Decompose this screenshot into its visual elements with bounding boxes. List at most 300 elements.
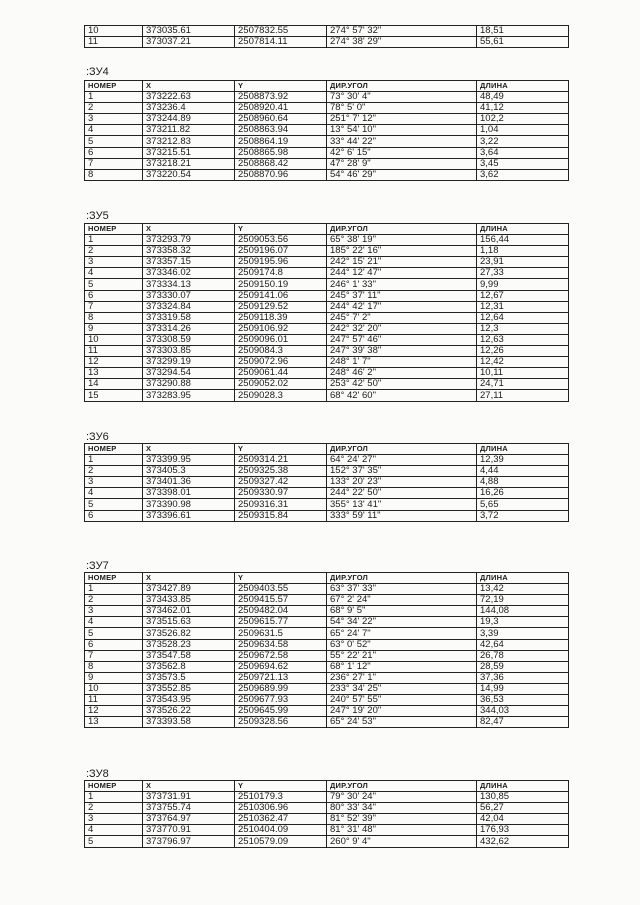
x-coordinate-cell: 373330.07: [143, 290, 235, 301]
length-cell: 27,11: [477, 390, 569, 401]
column-header: Y: [235, 224, 327, 235]
x-coordinate-cell: 373526.22: [143, 706, 235, 717]
length-cell: 10,11: [477, 368, 569, 379]
point-number-cell: 4: [85, 617, 143, 628]
bearing-cell: 63° 37' 33": [327, 584, 477, 595]
point-number-cell: 10: [85, 683, 143, 694]
length-cell: 48,49: [477, 92, 569, 103]
table-row: [85, 617, 569, 628]
y-coordinate-cell: 2508960.64: [235, 114, 327, 125]
point-number-cell: 2: [85, 246, 143, 257]
bearing-cell: 245° 7' 2": [327, 312, 477, 323]
y-coordinate-cell: 2509072.96: [235, 357, 327, 368]
bearing-cell: 242° 15' 21": [327, 257, 477, 268]
table-row: [85, 268, 569, 279]
coordinates-table: [84, 572, 569, 728]
y-coordinate-cell: 2509677.93: [235, 695, 327, 706]
point-number-cell: 2: [85, 803, 143, 814]
bearing-cell: 73° 30' 4": [327, 92, 477, 103]
y-coordinate-cell: 2509118.39: [235, 312, 327, 323]
table-row: [85, 672, 569, 683]
y-coordinate-cell: 2509106.92: [235, 323, 327, 334]
length-cell: 14,99: [477, 683, 569, 694]
table-row: [85, 357, 569, 368]
bearing-cell: 244° 12' 47": [327, 268, 477, 279]
x-coordinate-cell: 373215.51: [143, 147, 235, 158]
table-row: [85, 368, 569, 379]
x-coordinate-cell: 373398.01: [143, 488, 235, 499]
length-cell: 27,33: [477, 268, 569, 279]
table-row: [85, 606, 569, 617]
table-row: [85, 639, 569, 650]
y-coordinate-cell: 2509129.52: [235, 301, 327, 312]
point-number-cell: 7: [85, 650, 143, 661]
coordinates-table: [84, 25, 569, 48]
bearing-cell: 251° 7' 12": [327, 114, 477, 125]
section-title-zu8: :ЗУ8: [86, 768, 109, 780]
length-cell: 19,3: [477, 617, 569, 628]
table-row: [85, 488, 569, 499]
table-row: [85, 595, 569, 606]
table-row: [85, 836, 569, 847]
continuation-table: [84, 25, 569, 48]
x-coordinate-cell: 373294.54: [143, 368, 235, 379]
x-coordinate-cell: 373346.02: [143, 268, 235, 279]
x-coordinate-cell: 373543.95: [143, 695, 235, 706]
table-row: [85, 279, 569, 290]
column-header: X: [143, 224, 235, 235]
y-coordinate-cell: 2508865.98: [235, 147, 327, 158]
section-zu7: [84, 572, 569, 728]
point-number-cell: 13: [85, 717, 143, 728]
bearing-cell: 65° 24' 53": [327, 717, 477, 728]
table-row: [85, 510, 569, 521]
x-coordinate-cell: 373218.21: [143, 158, 235, 169]
bearing-cell: 233° 34' 25": [327, 683, 477, 694]
point-number-cell: 1: [85, 455, 143, 466]
bearing-cell: 247° 57' 46": [327, 334, 477, 345]
bearing-cell: 54° 46' 29": [327, 169, 477, 180]
y-coordinate-cell: 2509195.96: [235, 257, 327, 268]
table-row: [85, 792, 569, 803]
bearing-cell: 248° 1' 7": [327, 357, 477, 368]
point-number-cell: 1: [85, 235, 143, 246]
column-header: Y: [235, 444, 327, 455]
point-number-cell: 7: [85, 158, 143, 169]
bearing-cell: 63° 0' 52": [327, 639, 477, 650]
length-cell: 28,59: [477, 661, 569, 672]
x-coordinate-cell: 373770.91: [143, 825, 235, 836]
y-coordinate-cell: 2508920.41: [235, 103, 327, 114]
x-coordinate-cell: 373526.82: [143, 628, 235, 639]
column-header: НОМЕР: [85, 781, 143, 792]
y-coordinate-cell: 2509721.13: [235, 672, 327, 683]
column-header: ДЛИНА: [477, 224, 569, 235]
bearing-cell: 240° 57' 55": [327, 695, 477, 706]
length-cell: 3,45: [477, 158, 569, 169]
column-header: НОМЕР: [85, 224, 143, 235]
x-coordinate-cell: 373037.21: [143, 37, 235, 48]
column-header: X: [143, 781, 235, 792]
point-number-cell: 8: [85, 169, 143, 180]
section-zu4: [84, 80, 569, 181]
length-cell: 1,18: [477, 246, 569, 257]
point-number-cell: 9: [85, 323, 143, 334]
length-cell: 12,63: [477, 334, 569, 345]
bearing-cell: 79° 30' 24": [327, 792, 477, 803]
point-number-cell: 5: [85, 499, 143, 510]
point-number-cell: 12: [85, 357, 143, 368]
bearing-cell: 54° 34' 22": [327, 617, 477, 628]
y-coordinate-cell: 2509061.44: [235, 368, 327, 379]
point-number-cell: 1: [85, 792, 143, 803]
table-row: [85, 661, 569, 672]
length-cell: 4,44: [477, 466, 569, 477]
table-row: [85, 706, 569, 717]
point-number-cell: 2: [85, 103, 143, 114]
table-row: [85, 695, 569, 706]
table-row: [85, 499, 569, 510]
table-row: [85, 323, 569, 334]
length-cell: 3,39: [477, 628, 569, 639]
y-coordinate-cell: 2508870.96: [235, 169, 327, 180]
column-header: ДЛИНА: [477, 444, 569, 455]
point-number-cell: 2: [85, 595, 143, 606]
length-cell: 176,93: [477, 825, 569, 836]
column-header: Y: [235, 781, 327, 792]
y-coordinate-cell: 2510362.47: [235, 814, 327, 825]
length-cell: 23,91: [477, 257, 569, 268]
table-row: [85, 114, 569, 125]
column-header: ДИР.УГОЛ: [327, 781, 477, 792]
table-row: [85, 37, 569, 48]
x-coordinate-cell: 373399.95: [143, 455, 235, 466]
length-cell: 24,71: [477, 379, 569, 390]
x-coordinate-cell: 373314.26: [143, 323, 235, 334]
table-row: [85, 346, 569, 357]
x-coordinate-cell: 373528.23: [143, 639, 235, 650]
point-number-cell: 15: [85, 390, 143, 401]
point-number-cell: 3: [85, 257, 143, 268]
point-number-cell: 4: [85, 125, 143, 136]
y-coordinate-cell: 2509315.84: [235, 510, 327, 521]
point-number-cell: 5: [85, 628, 143, 639]
x-coordinate-cell: 373731.91: [143, 792, 235, 803]
bearing-cell: 68° 1' 12": [327, 661, 477, 672]
y-coordinate-cell: 2510404.09: [235, 825, 327, 836]
y-coordinate-cell: 2509316.31: [235, 499, 327, 510]
point-number-cell: 10: [85, 334, 143, 345]
section-title-zu6: :ЗУ6: [86, 431, 109, 443]
point-number-cell: 3: [85, 114, 143, 125]
bearing-cell: 33° 44' 22": [327, 136, 477, 147]
x-coordinate-cell: 373462.01: [143, 606, 235, 617]
column-header: ДЛИНА: [477, 573, 569, 584]
y-coordinate-cell: 2509084.3: [235, 346, 327, 357]
x-coordinate-cell: 373303.85: [143, 346, 235, 357]
x-coordinate-cell: 373547.58: [143, 650, 235, 661]
bearing-cell: 244° 42' 17": [327, 301, 477, 312]
bearing-cell: 81° 31' 48": [327, 825, 477, 836]
x-coordinate-cell: 373035.61: [143, 26, 235, 37]
point-number-cell: 4: [85, 825, 143, 836]
length-cell: 3,62: [477, 169, 569, 180]
length-cell: 130,85: [477, 792, 569, 803]
column-header: ДИР.УГОЛ: [327, 224, 477, 235]
table-row: [85, 803, 569, 814]
table-row: [85, 147, 569, 158]
x-coordinate-cell: 373308.59: [143, 334, 235, 345]
table-row: [85, 158, 569, 169]
point-number-cell: 2: [85, 466, 143, 477]
length-cell: 3,72: [477, 510, 569, 521]
point-number-cell: 11: [85, 37, 143, 48]
x-coordinate-cell: 373764.97: [143, 814, 235, 825]
bearing-cell: 244° 22' 50": [327, 488, 477, 499]
y-coordinate-cell: 2509634.58: [235, 639, 327, 650]
x-coordinate-cell: 373573.5: [143, 672, 235, 683]
point-number-cell: 14: [85, 379, 143, 390]
section-title-zu4: :ЗУ4: [86, 66, 109, 78]
table-row: [85, 650, 569, 661]
column-header: НОМЕР: [85, 573, 143, 584]
bearing-cell: 78° 5' 0": [327, 103, 477, 114]
length-cell: 13,42: [477, 584, 569, 595]
table-row: [85, 334, 569, 345]
length-cell: 5,65: [477, 499, 569, 510]
column-header: Y: [235, 81, 327, 92]
table-row: [85, 477, 569, 488]
bearing-cell: 64° 24' 27": [327, 455, 477, 466]
bearing-cell: 274° 38' 29": [327, 37, 477, 48]
length-cell: 4,88: [477, 477, 569, 488]
x-coordinate-cell: 373393.58: [143, 717, 235, 728]
point-number-cell: 8: [85, 312, 143, 323]
table-row: [85, 717, 569, 728]
table-row: [85, 584, 569, 595]
length-cell: 12,3: [477, 323, 569, 334]
table-row: [85, 290, 569, 301]
y-coordinate-cell: 2509694.62: [235, 661, 327, 672]
bearing-cell: 68° 9' 5": [327, 606, 477, 617]
table-row: [85, 390, 569, 401]
length-cell: 42,64: [477, 639, 569, 650]
y-coordinate-cell: 2510306.96: [235, 803, 327, 814]
length-cell: 144,08: [477, 606, 569, 617]
section-title-zu7: :ЗУ7: [86, 560, 109, 572]
point-number-cell: 6: [85, 639, 143, 650]
table-row: [85, 136, 569, 147]
length-cell: 55,61: [477, 37, 569, 48]
bearing-cell: 80° 33' 34": [327, 803, 477, 814]
x-coordinate-cell: 373401.36: [143, 477, 235, 488]
y-coordinate-cell: 2509314.21: [235, 455, 327, 466]
y-coordinate-cell: 2509403.55: [235, 584, 327, 595]
point-number-cell: 12: [85, 706, 143, 717]
x-coordinate-cell: 373299.19: [143, 357, 235, 368]
table-row: [85, 466, 569, 477]
coordinates-table: [84, 223, 569, 402]
x-coordinate-cell: 373433.85: [143, 595, 235, 606]
table-row: [85, 103, 569, 114]
length-cell: 37,36: [477, 672, 569, 683]
column-header: ДЛИНА: [477, 81, 569, 92]
coordinates-table: [84, 780, 569, 848]
bearing-cell: 247° 19' 20": [327, 706, 477, 717]
y-coordinate-cell: 2509028.3: [235, 390, 327, 401]
bearing-cell: 42° 6' 15": [327, 147, 477, 158]
y-coordinate-cell: 2509052.02: [235, 379, 327, 390]
column-header: ДЛИНА: [477, 781, 569, 792]
length-cell: 72,19: [477, 595, 569, 606]
length-cell: 36,53: [477, 695, 569, 706]
x-coordinate-cell: 373236.4: [143, 103, 235, 114]
y-coordinate-cell: 2508868.42: [235, 158, 327, 169]
coordinates-table: [84, 443, 569, 522]
point-number-cell: 11: [85, 346, 143, 357]
x-coordinate-cell: 373515.63: [143, 617, 235, 628]
x-coordinate-cell: 373357.15: [143, 257, 235, 268]
y-coordinate-cell: 2507814.11: [235, 37, 327, 48]
column-header: Y: [235, 573, 327, 584]
x-coordinate-cell: 373220.54: [143, 169, 235, 180]
x-coordinate-cell: 373212.83: [143, 136, 235, 147]
length-cell: 41,12: [477, 103, 569, 114]
table-row: [85, 312, 569, 323]
length-cell: 12,31: [477, 301, 569, 312]
point-number-cell: 1: [85, 92, 143, 103]
y-coordinate-cell: 2509141.06: [235, 290, 327, 301]
x-coordinate-cell: 373396.61: [143, 510, 235, 521]
x-coordinate-cell: 373319.58: [143, 312, 235, 323]
bearing-cell: 242° 32' 20": [327, 323, 477, 334]
length-cell: 432,62: [477, 836, 569, 847]
y-coordinate-cell: 2509631.5: [235, 628, 327, 639]
length-cell: 18,51: [477, 26, 569, 37]
x-coordinate-cell: 373222.63: [143, 92, 235, 103]
x-coordinate-cell: 373358.32: [143, 246, 235, 257]
column-header: X: [143, 573, 235, 584]
length-cell: 9,99: [477, 279, 569, 290]
point-number-cell: 5: [85, 279, 143, 290]
bearing-cell: 274° 57' 32": [327, 26, 477, 37]
y-coordinate-cell: 2510179.3: [235, 792, 327, 803]
column-header: ДИР.УГОЛ: [327, 81, 477, 92]
x-coordinate-cell: 373796.97: [143, 836, 235, 847]
y-coordinate-cell: 2509615.77: [235, 617, 327, 628]
x-coordinate-cell: 373293.79: [143, 235, 235, 246]
table-row: [85, 814, 569, 825]
point-number-cell: 11: [85, 695, 143, 706]
y-coordinate-cell: 2509328.56: [235, 717, 327, 728]
bearing-cell: 260° 9' 4": [327, 836, 477, 847]
length-cell: 102,2: [477, 114, 569, 125]
table-row: [85, 257, 569, 268]
table-header-row: [85, 444, 569, 455]
y-coordinate-cell: 2509645.99: [235, 706, 327, 717]
length-cell: 12,64: [477, 312, 569, 323]
point-number-cell: 3: [85, 477, 143, 488]
column-header: X: [143, 444, 235, 455]
bearing-cell: 47° 28' 9": [327, 158, 477, 169]
y-coordinate-cell: 2509174.8: [235, 268, 327, 279]
table-header-row: [85, 224, 569, 235]
section-zu5: [84, 223, 569, 402]
table-row: [85, 26, 569, 37]
y-coordinate-cell: 2509096.01: [235, 334, 327, 345]
y-coordinate-cell: 2509672.58: [235, 650, 327, 661]
x-coordinate-cell: 373283.95: [143, 390, 235, 401]
bearing-cell: 55° 22' 21": [327, 650, 477, 661]
length-cell: 56,27: [477, 803, 569, 814]
table-row: [85, 683, 569, 694]
length-cell: 156,44: [477, 235, 569, 246]
point-number-cell: 6: [85, 147, 143, 158]
column-header: ДИР.УГОЛ: [327, 444, 477, 455]
bearing-cell: 247° 39' 38": [327, 346, 477, 357]
table-row: [85, 825, 569, 836]
y-coordinate-cell: 2509196.07: [235, 246, 327, 257]
y-coordinate-cell: 2509330.97: [235, 488, 327, 499]
table-header-row: [85, 781, 569, 792]
x-coordinate-cell: 373390.98: [143, 499, 235, 510]
length-cell: 344,03: [477, 706, 569, 717]
table-row: [85, 301, 569, 312]
length-cell: 82,47: [477, 717, 569, 728]
length-cell: 1,04: [477, 125, 569, 136]
point-number-cell: 5: [85, 836, 143, 847]
table-row: [85, 455, 569, 466]
x-coordinate-cell: 373405.3: [143, 466, 235, 477]
table-row: [85, 235, 569, 246]
table-row: [85, 169, 569, 180]
x-coordinate-cell: 373552.85: [143, 683, 235, 694]
bearing-cell: 65° 38' 19": [327, 235, 477, 246]
bearing-cell: 245° 37' 11": [327, 290, 477, 301]
x-coordinate-cell: 373244.89: [143, 114, 235, 125]
y-coordinate-cell: 2509689.99: [235, 683, 327, 694]
bearing-cell: 152° 37' 35": [327, 466, 477, 477]
length-cell: 3,64: [477, 147, 569, 158]
bearing-cell: 81° 52' 39": [327, 814, 477, 825]
bearing-cell: 333° 59' 11": [327, 510, 477, 521]
y-coordinate-cell: 2507832.55: [235, 26, 327, 37]
bearing-cell: 13° 54' 10": [327, 125, 477, 136]
table-header-row: [85, 573, 569, 584]
y-coordinate-cell: 2509150.19: [235, 279, 327, 290]
column-header: НОМЕР: [85, 444, 143, 455]
length-cell: 12,67: [477, 290, 569, 301]
point-number-cell: 6: [85, 290, 143, 301]
table-row: [85, 628, 569, 639]
length-cell: 12,42: [477, 357, 569, 368]
x-coordinate-cell: 373427.89: [143, 584, 235, 595]
section-zu6: [84, 443, 569, 522]
bearing-cell: 246° 1' 33": [327, 279, 477, 290]
point-number-cell: 8: [85, 661, 143, 672]
y-coordinate-cell: 2508863.94: [235, 125, 327, 136]
point-number-cell: 13: [85, 368, 143, 379]
point-number-cell: 5: [85, 136, 143, 147]
y-coordinate-cell: 2509327.42: [235, 477, 327, 488]
bearing-cell: 248° 46' 2": [327, 368, 477, 379]
column-header: X: [143, 81, 235, 92]
point-number-cell: 4: [85, 268, 143, 279]
bearing-cell: 185° 22' 16": [327, 246, 477, 257]
column-header: НОМЕР: [85, 81, 143, 92]
column-header: ДИР.УГОЛ: [327, 573, 477, 584]
table-row: [85, 92, 569, 103]
